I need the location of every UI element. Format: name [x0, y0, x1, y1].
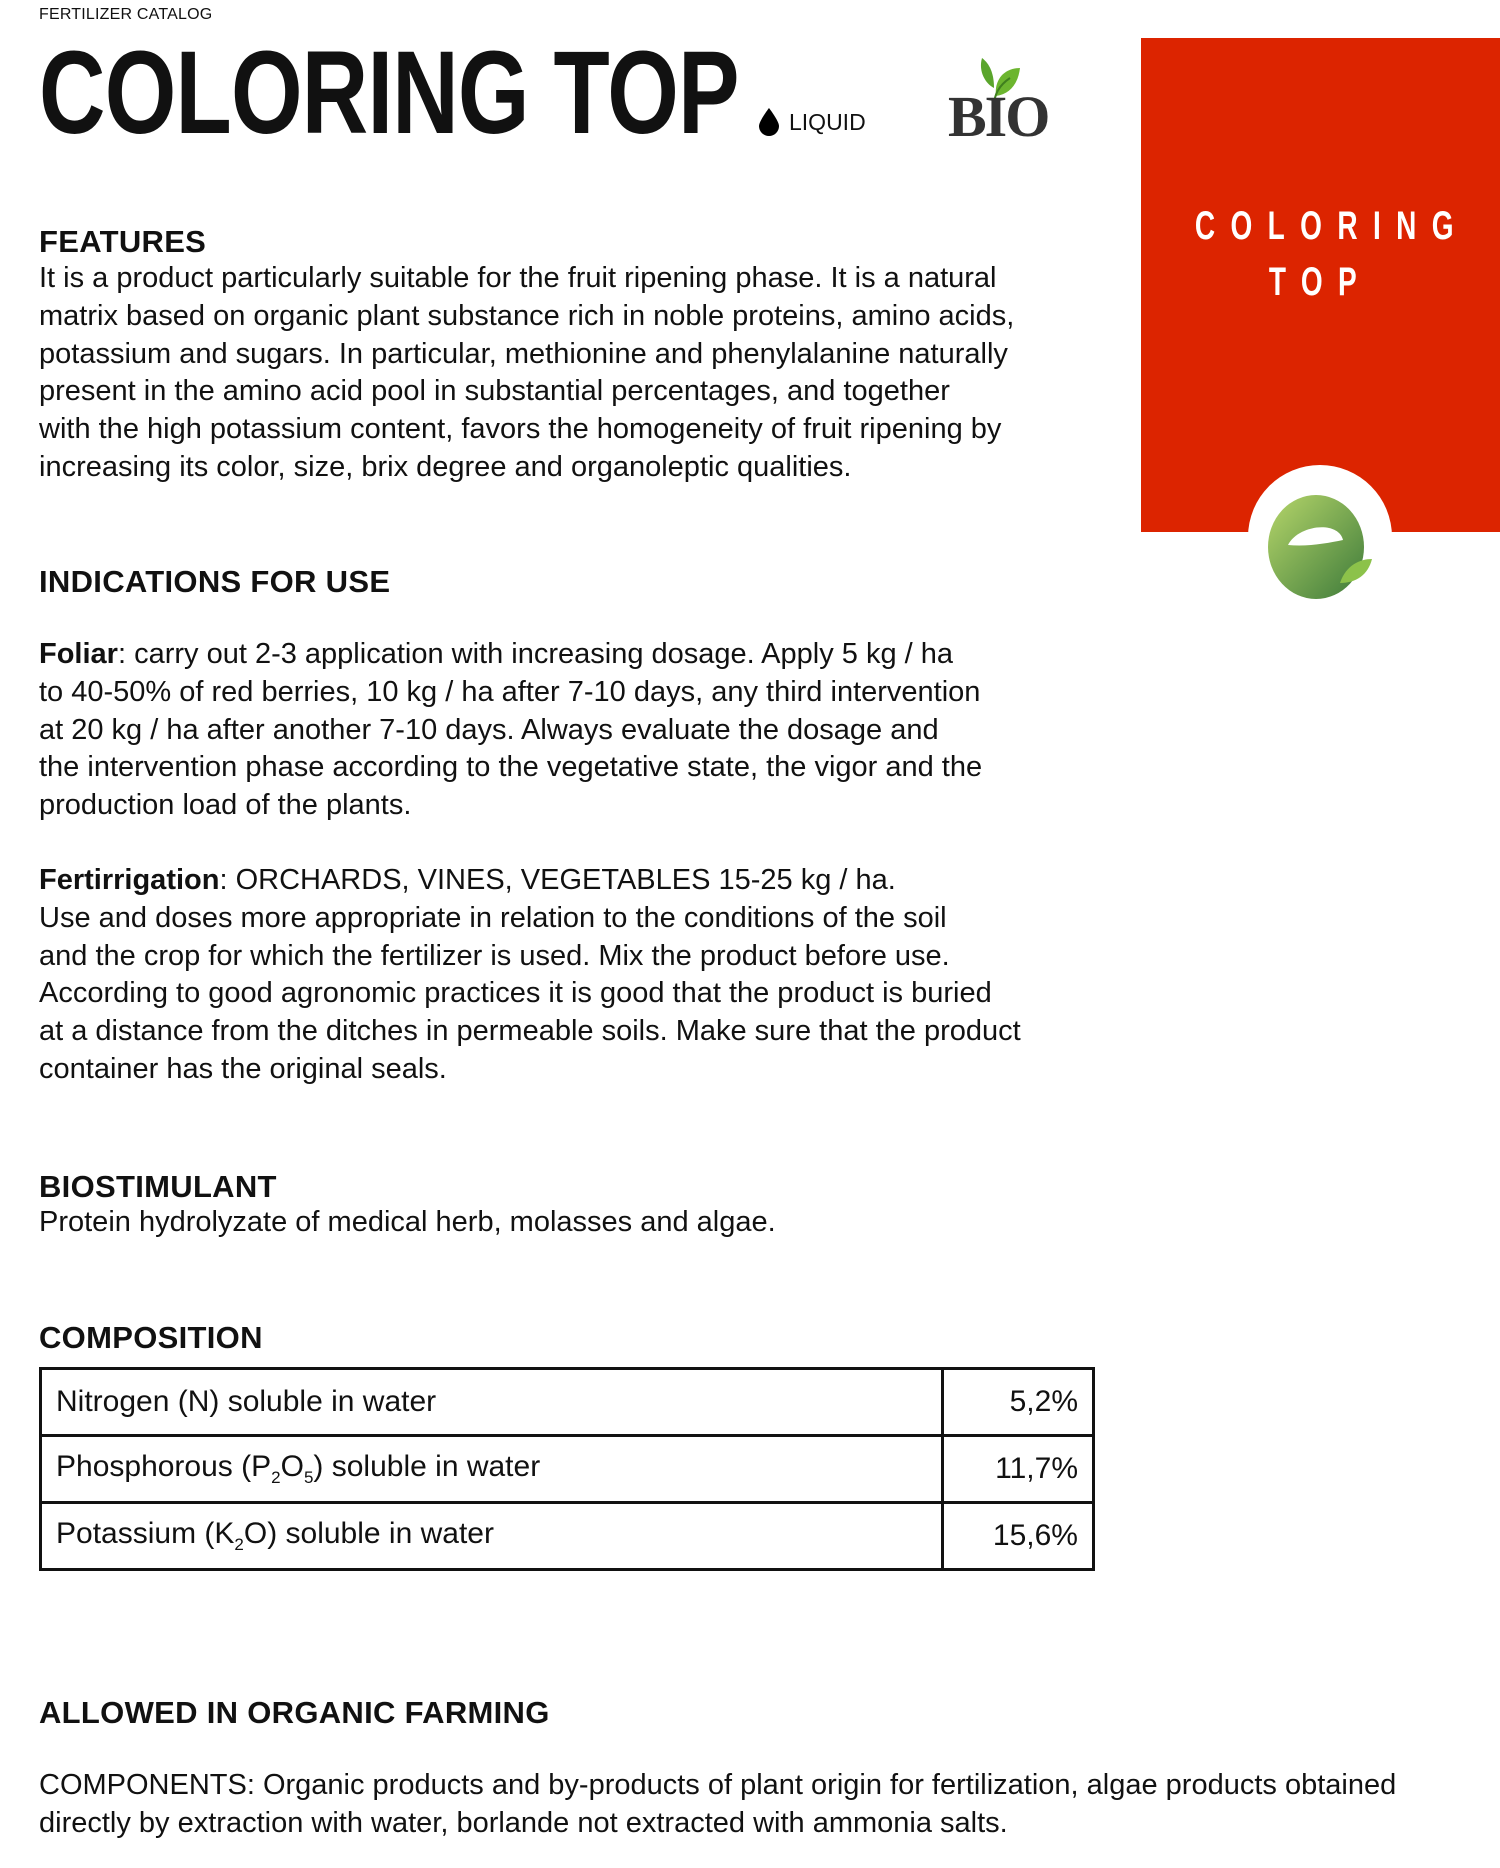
text-line: : ORCHARDS, VINES, VEGETABLES 15-25 kg / ha. [219, 864, 896, 896]
indications-heading: INDICATIONS FOR USE [39, 564, 391, 599]
text-line: COMPONENTS: Organic products and by-products of plant origin for fertilization, algae products obtained [39, 1769, 1397, 1801]
text-line: with the high potassium content, favors the homogeneity of fruit ripening by [39, 413, 1002, 446]
text-line: container has the original seals. [39, 1052, 447, 1085]
text-line: to 40-50% of red berries, 10 kg / ha after 7-10 days, any third intervention [39, 675, 981, 708]
nutrient-cell: Phosphorous $(P_2O_5)$ soluble in water [41, 1436, 943, 1503]
brand-logo [1248, 465, 1392, 609]
biostimulant-text: Protein hydrolyzate of medical herb, molasses and algae. [39, 1206, 776, 1238]
features-heading: FEATURES [39, 224, 207, 259]
liquid-badge [759, 108, 866, 136]
liquid-label: LIQUID [789, 108, 866, 135]
table-row [41, 1503, 1094, 1570]
text-line: production load of the plants. [39, 789, 412, 822]
product-side-panel [1141, 38, 1500, 532]
text-line: : carry out 2-3 application with increasing dosage. Apply 5 kg / ha [117, 638, 954, 670]
organic-heading: ALLOWED IN ORGANIC FARMING [39, 1695, 550, 1730]
table-row [41, 1436, 1094, 1503]
text-line: potassium and sugars. In particular, methionine and phenylalanine naturally [39, 337, 1008, 370]
text-line: According to good agronomic practices it is good that the product is buried [39, 977, 992, 1010]
composition-table [39, 1367, 1095, 1571]
text-line: increasing its color, size, brix degree and organoleptic qualities. [39, 450, 852, 483]
foliar-label: Foliar [39, 638, 118, 670]
side-title-line2: TOP [1268, 260, 1373, 304]
features-text [39, 260, 1014, 487]
table-row [41, 1369, 1094, 1436]
e-leaf-icon [1248, 465, 1392, 609]
fertirrigation-text [39, 862, 1021, 1089]
text-line: Use and doses more appropriate in relation to the conditions of the soil [39, 901, 947, 934]
drop-icon [759, 108, 779, 136]
product-title: COLORING TOP [39, 27, 739, 159]
bio-text: BIO [948, 84, 1049, 149]
foliar-text [39, 636, 982, 825]
fertirrigation-label: Fertirrigation [39, 864, 220, 896]
nutrient-cell: Nitrogen (N) soluble in water [41, 1369, 943, 1436]
components-text [39, 1767, 1396, 1843]
nutrient-cell: Potassium $(K_2O)$ soluble in water [41, 1503, 943, 1570]
text-line: It is a product particularly suitable for the fruit ripening phase. It is a natural [39, 262, 997, 294]
value-cell: 5,2% [943, 1369, 1094, 1436]
text-line: and the crop for which the fertilizer is used. Mix the product before use. [39, 939, 950, 972]
text-line: matrix based on organic plant substance rich in noble proteins, amino acids, [39, 299, 1015, 332]
catalog-label: FERTILIZER CATALOG [39, 6, 213, 23]
value-cell: 15,6% [943, 1503, 1094, 1570]
biostimulant-heading: BIOSTIMULANT [39, 1169, 277, 1204]
text-line: the intervention phase according to the vegetative state, the vigor and the [39, 751, 983, 784]
bio-logo [948, 50, 1054, 149]
text-line: at a distance from the ditches in permeable soils. Make sure that the product [39, 1015, 1021, 1048]
value-cell: 11,7% [943, 1436, 1094, 1503]
text-line: present in the amino acid pool in substantial percentages, and together [39, 375, 950, 408]
composition-heading: COMPOSITION [39, 1320, 263, 1355]
text-line: at 20 kg / ha after another 7-10 days. Always evaluate the dosage and [39, 713, 939, 746]
text-line: directly by extraction with water, borlande not extracted with ammonia salts. [39, 1806, 1008, 1839]
side-title-line1: COLORING [1194, 204, 1469, 248]
